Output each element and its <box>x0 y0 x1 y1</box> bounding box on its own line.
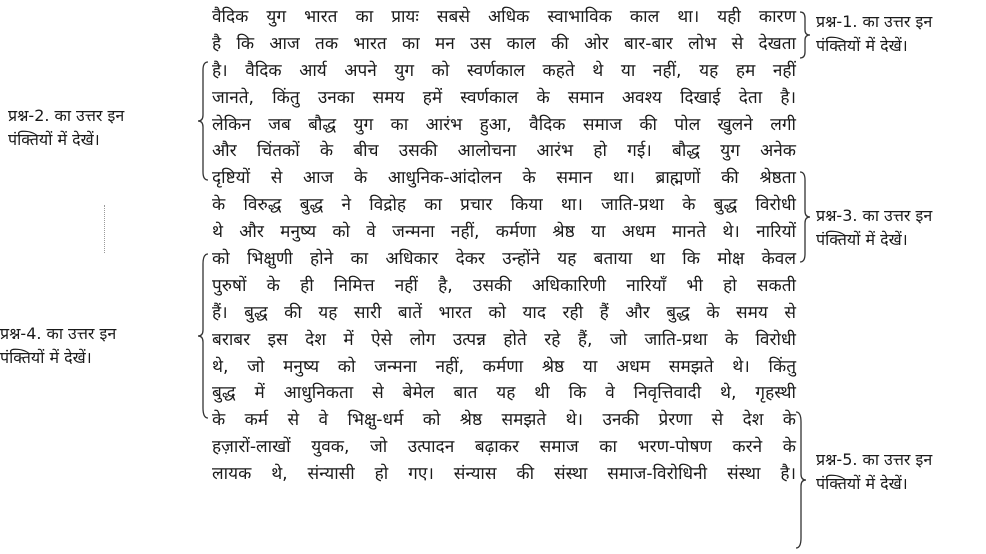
note-question-3 <box>816 204 932 252</box>
note-line: प्रश्न-3. का उत्तर इन <box>816 206 933 225</box>
note-question-2 <box>8 104 124 152</box>
scan-speck <box>104 205 107 253</box>
passage-line: हैं। बुद्ध की यह सारी बातें भारत को याद रही हैं और बुद्ध के समय से <box>212 302 796 323</box>
brace-left-q2 <box>196 60 210 182</box>
passage-line: दृष्टियों से आज के आधुनिक-आंदोलन के समान था। ब्राह्मणों की श्रेष्ठता <box>212 168 796 189</box>
note-line: प्रश्न-2. का उत्तर इन <box>8 106 125 125</box>
note-line: पंक्तियों में देखें। <box>816 474 908 493</box>
passage-line: बुद्ध में आधुनिकता से बेमेल बात यह थी कि वे निवृत्तिवादी थे, गृहस्थी <box>212 383 796 404</box>
passage-line: वैदिक युग भारत का प्रायः सबसे अधिक स्वाभाविक काल था। यही कारण <box>212 7 796 27</box>
brace-right-q5 <box>794 410 808 550</box>
passage-text <box>212 4 796 488</box>
passage-line: जानते, किंतु उनका समय हमें स्वर्णकाल के समान अवश्य दिखाई देता है। <box>212 87 796 108</box>
note-line: प्रश्न-1. का उत्तर इन <box>816 12 933 31</box>
note-line: पंक्तियों में देखें। <box>816 230 908 249</box>
passage-line: लायक थे, संन्यासी हो गए। संन्यास की संस्था समाज-विरोधिनी संस्था है। <box>212 464 796 485</box>
passage-line: हज़ारों-लाखों युवक, जो उत्पादन बढ़ाकर समाज का भरण-पोषण करने के <box>212 437 796 458</box>
note-line: प्रश्न-4. का उत्तर इन <box>0 324 117 343</box>
passage-line: थे और मनुष्य को वे जन्मना नहीं, कर्मणा श्रेष्ठ या अधम मानते थे। नारियों <box>212 222 796 243</box>
passage-line: है कि आज तक भारत का मन उस काल की ओर बार-बार लोभ से देखता <box>212 33 796 54</box>
passage-line: के कर्म से वे भिक्षु-धर्म को श्रेष्ठ समझते थे। उनकी प्रेरणा से देश के <box>212 410 796 431</box>
note-line: प्रश्न-5. का उत्तर इन <box>816 450 933 469</box>
passage-line: और चिंतकों के बीच उसकी आलोचना आरंभ हो गई। बौद्ध युग अनेक <box>212 141 796 162</box>
note-question-4 <box>0 322 116 370</box>
note-line: पंक्तियों में देखें। <box>8 130 100 149</box>
passage-line: है। वैदिक आर्य अपने युग को स्वर्णकाल कहते थे या नहीं, यह हम नहीं <box>212 60 796 81</box>
note-question-5 <box>816 448 932 496</box>
note-line: पंक्तियों में देखें। <box>816 36 908 55</box>
passage-line: थे, जो मनुष्य को जन्मना नहीं, कर्मणा श्रेष्ठ या अधम समझते थे। किंतु <box>212 356 796 377</box>
passage-line: बराबर इस देश में ऐसे लोग उत्पन्न होते रहे हैं, जो जाति-प्रथा के विरोधी <box>212 329 796 350</box>
brace-left-q4 <box>196 252 210 420</box>
brace-right-q3 <box>798 170 812 264</box>
brace-right-q1 <box>798 10 812 60</box>
note-question-1 <box>816 10 932 58</box>
passage-line: पुरुषों के ही निमित्त नहीं है, उसकी अधिकारिणी नारियाँ भी हो सकती <box>212 275 796 296</box>
passage-line: को भिक्षुणी होने का अधिकार देकर उन्होंने यह बताया था कि मोक्ष केवल <box>212 249 796 270</box>
passage-line: के विरुद्ध बुद्ध ने विद्रोह का प्रचार किया था। जाति-प्रथा के बुद्ध विरोधी <box>212 195 796 216</box>
passage-line: लेकिन जब बौद्ध युग का आरंभ हुआ, वैदिक समाज की पोल खुलने लगी <box>212 114 796 135</box>
note-line: पंक्तियों में देखें। <box>0 348 92 367</box>
